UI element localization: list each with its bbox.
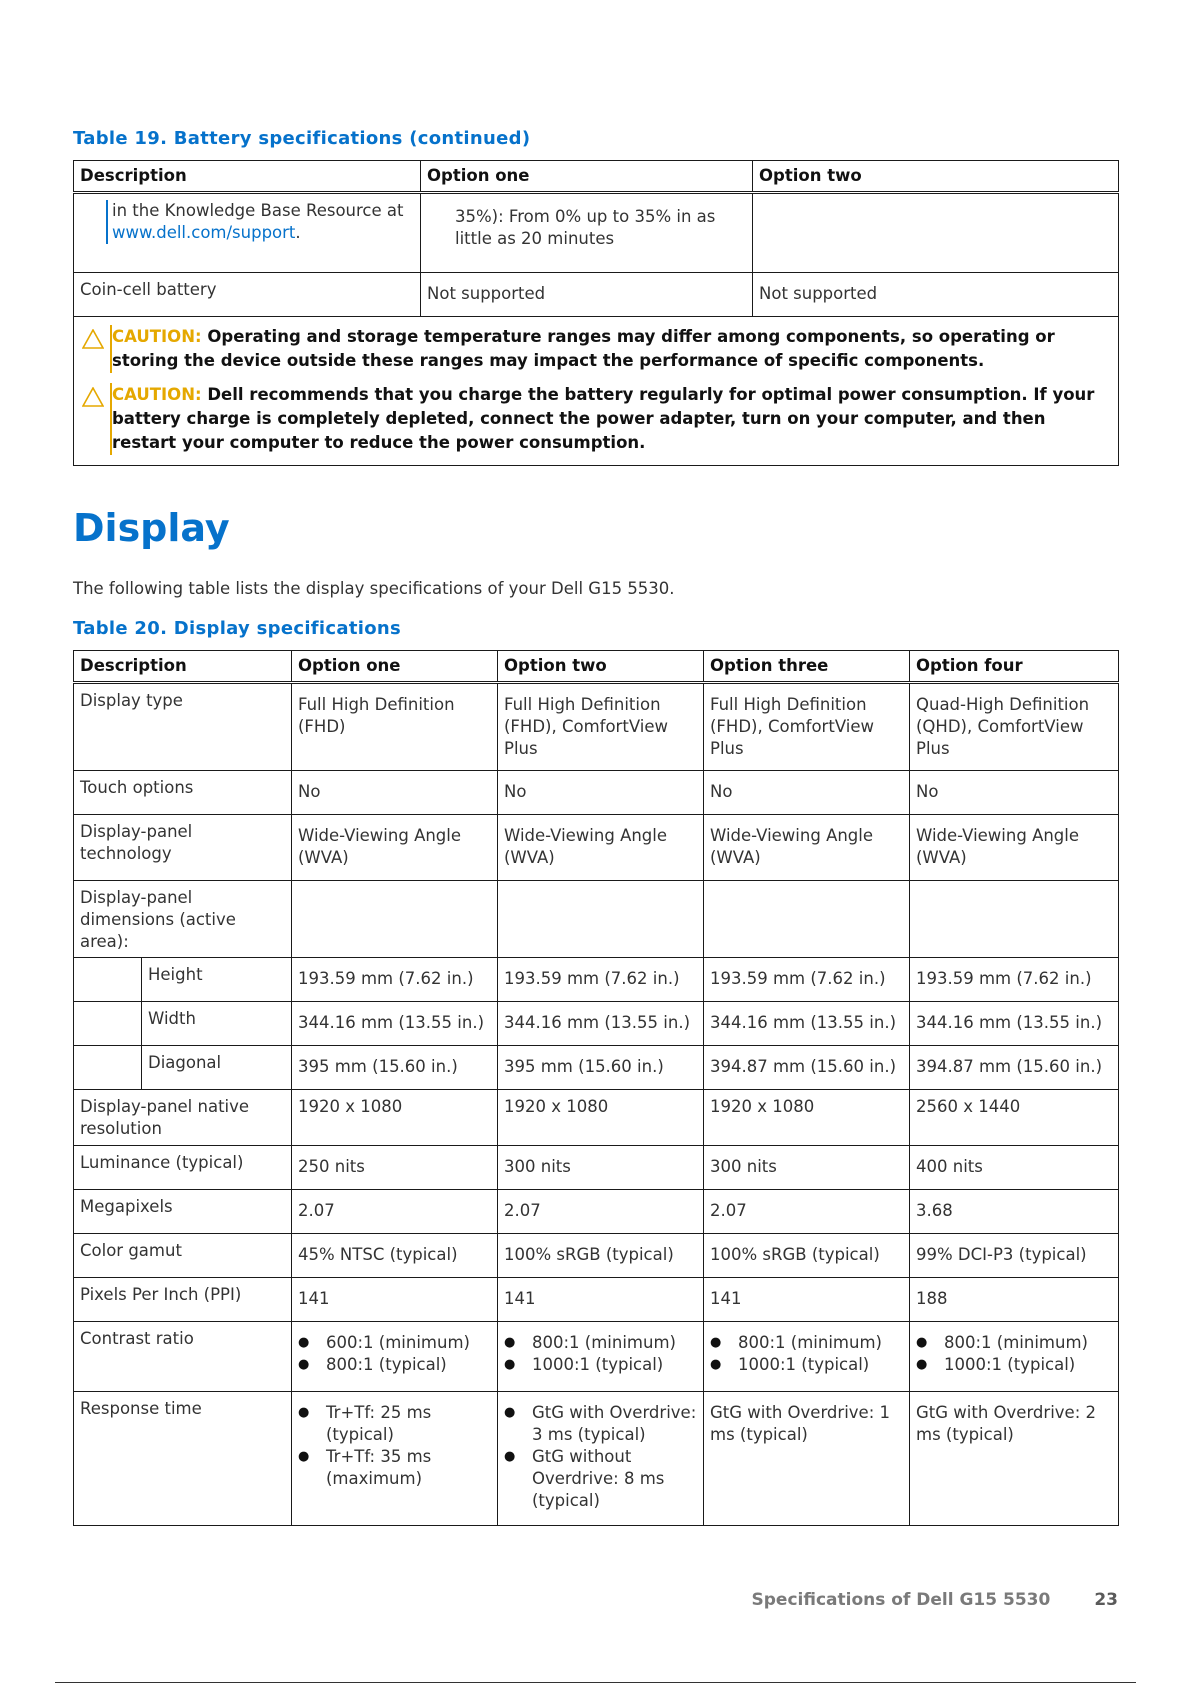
cell bbox=[498, 1278, 704, 1322]
row-label: Touch options bbox=[74, 771, 292, 815]
cell-text: 300 nits bbox=[710, 1157, 777, 1176]
coin-cell-label: Coin-cell battery bbox=[74, 273, 421, 317]
cell-text: 400 nits bbox=[916, 1157, 983, 1176]
list-item: ● 1000:1 (typical) bbox=[504, 1354, 697, 1376]
cell bbox=[498, 1046, 704, 1090]
cell bbox=[292, 1278, 498, 1322]
cell-text: 193.59 mm (7.62 in.) bbox=[710, 969, 886, 988]
cell: 1920 x 1080 bbox=[498, 1090, 704, 1146]
table-row bbox=[74, 1002, 1119, 1046]
cell bbox=[910, 1322, 1119, 1392]
cell bbox=[910, 881, 1119, 958]
cell bbox=[910, 1278, 1119, 1322]
cell-text: No bbox=[916, 782, 939, 801]
cell-text: 188 bbox=[916, 1289, 948, 1308]
cell bbox=[498, 1002, 704, 1046]
table-row bbox=[74, 1190, 1119, 1234]
cell bbox=[704, 881, 910, 958]
cell bbox=[498, 683, 704, 771]
cell bbox=[498, 958, 704, 1002]
cell bbox=[910, 815, 1119, 881]
display-spec-table bbox=[73, 650, 1119, 1526]
row-label: Color gamut bbox=[74, 1234, 292, 1278]
coin-cell-opt2-text: Not supported bbox=[759, 284, 878, 303]
cell: 1920 x 1080 bbox=[704, 1090, 910, 1146]
header-description: Description bbox=[74, 161, 421, 193]
list-item: ● 1000:1 (typical) bbox=[710, 1354, 903, 1376]
table-row bbox=[74, 1322, 1119, 1392]
warning-triangle-icon bbox=[82, 387, 104, 407]
cell bbox=[704, 1002, 910, 1046]
dell-support-link[interactable]: www.dell.com/support bbox=[112, 223, 296, 242]
cell bbox=[704, 815, 910, 881]
table-row bbox=[74, 1234, 1119, 1278]
footer-title: Specifications of Dell G15 5530 bbox=[751, 1590, 1051, 1610]
kb-resource-end: . bbox=[295, 223, 301, 242]
cell bbox=[498, 1234, 704, 1278]
row-label: Response time bbox=[74, 1392, 292, 1526]
list-item: ● 800:1 (minimum) bbox=[504, 1332, 697, 1354]
battery-opt2-cell bbox=[753, 193, 1119, 273]
cell-text: 100% sRGB (typical) bbox=[504, 1245, 674, 1264]
coin-cell-opt2 bbox=[753, 273, 1119, 317]
cell-text: 250 nits bbox=[298, 1157, 365, 1176]
indent-cell bbox=[74, 958, 142, 1002]
cell-text: Wide-Viewing Angle (WVA) bbox=[710, 826, 874, 867]
cell bbox=[910, 1046, 1119, 1090]
row-label: Display-panel native resolution bbox=[74, 1090, 292, 1146]
table20-caption: Table 20. Display specifications bbox=[73, 618, 401, 639]
cell-text: 344.16 mm (13.55 in.) bbox=[916, 1013, 1103, 1032]
page-footer bbox=[752, 1590, 1119, 1610]
cell bbox=[292, 1234, 498, 1278]
table-row bbox=[74, 1278, 1119, 1322]
cell bbox=[910, 683, 1119, 771]
page-number: 23 bbox=[1094, 1590, 1118, 1610]
battery-desc-cell bbox=[74, 193, 421, 273]
table19-caption: Table 19. Battery specifications (continued) bbox=[73, 128, 531, 149]
caution-label-2: CAUTION: bbox=[112, 385, 202, 404]
cell bbox=[498, 1322, 704, 1392]
caution-text-1: Operating and storage temperature ranges may differ among components, so operating or storing the device outside these ranges may impact the performance of specific components. bbox=[112, 327, 1055, 370]
indent-cell bbox=[74, 1046, 142, 1090]
list-item: ● 800:1 (typical) bbox=[298, 1354, 491, 1376]
cell-text: 2.07 bbox=[298, 1201, 335, 1220]
cell-text: Full High Definition (FHD), ComfortView Plus bbox=[710, 695, 874, 758]
bullet-list bbox=[504, 1328, 697, 1376]
cell bbox=[292, 1190, 498, 1234]
cell bbox=[292, 1146, 498, 1190]
cell bbox=[704, 1146, 910, 1190]
row-label: Diagonal bbox=[142, 1046, 292, 1090]
cell-text: 344.16 mm (13.55 in.) bbox=[504, 1013, 691, 1032]
row-label: Display type bbox=[74, 683, 292, 771]
cell-text: Wide-Viewing Angle (WVA) bbox=[298, 826, 462, 867]
cell-text: No bbox=[504, 782, 527, 801]
cell bbox=[292, 683, 498, 771]
table-row bbox=[74, 1146, 1119, 1190]
cell bbox=[910, 1190, 1119, 1234]
cell bbox=[704, 683, 910, 771]
cell-text: 193.59 mm (7.62 in.) bbox=[504, 969, 680, 988]
cell bbox=[910, 1234, 1119, 1278]
list-item: ● GtG without Overdrive: 8 ms (typical) bbox=[504, 1446, 697, 1512]
cell bbox=[498, 1190, 704, 1234]
table-row bbox=[74, 881, 1119, 958]
cell-text: Quad-High Definition (QHD), ComfortView Plus bbox=[916, 695, 1090, 758]
cell-text: 141 bbox=[298, 1289, 330, 1308]
cell-text: Wide-Viewing Angle (WVA) bbox=[504, 826, 668, 867]
cell bbox=[704, 1190, 910, 1234]
row-label: Display-panel dimensions (active area): bbox=[74, 881, 292, 958]
table-row bbox=[74, 1090, 1119, 1146]
row-label: Width bbox=[142, 1002, 292, 1046]
list-item: ● 800:1 (minimum) bbox=[710, 1332, 903, 1354]
cell-text: 141 bbox=[504, 1289, 536, 1308]
cell-text: 394.87 mm (15.60 in.) bbox=[710, 1057, 897, 1076]
caution-cell bbox=[74, 317, 1119, 466]
cell-text: Full High Definition (FHD) bbox=[298, 695, 455, 736]
cell-text: 100% sRGB (typical) bbox=[710, 1245, 880, 1264]
list-item: ● Tr+Tf: 25 ms (typical) bbox=[298, 1402, 491, 1446]
cell bbox=[910, 1002, 1119, 1046]
cell bbox=[704, 771, 910, 815]
cell bbox=[292, 771, 498, 815]
cell-text: 344.16 mm (13.55 in.) bbox=[710, 1013, 897, 1032]
cell bbox=[292, 1392, 498, 1526]
row-label: Luminance (typical) bbox=[74, 1146, 292, 1190]
cell bbox=[704, 1278, 910, 1322]
table-row bbox=[74, 683, 1119, 771]
cell bbox=[704, 1392, 910, 1526]
cell bbox=[498, 1146, 704, 1190]
bullet-list bbox=[504, 1398, 697, 1512]
cell-text: 394.87 mm (15.60 in.) bbox=[916, 1057, 1103, 1076]
cell bbox=[498, 881, 704, 958]
cell-text: 2.07 bbox=[504, 1201, 541, 1220]
cell bbox=[498, 1392, 704, 1526]
caution-label-1: CAUTION: bbox=[112, 327, 202, 346]
header-description: Description bbox=[74, 651, 292, 683]
cell: 2560 x 1440 bbox=[910, 1090, 1119, 1146]
row-label: Height bbox=[142, 958, 292, 1002]
cell bbox=[910, 1392, 1119, 1526]
coin-cell-opt1 bbox=[421, 273, 753, 317]
cell-text: 3.68 bbox=[916, 1201, 953, 1220]
caution-note-1 bbox=[80, 325, 1110, 373]
list-item: ● GtG with Overdrive: 3 ms (typical) bbox=[504, 1402, 697, 1446]
header-option-three: Option three bbox=[704, 651, 910, 683]
cell-text: Full High Definition (FHD), ComfortView Plus bbox=[504, 695, 668, 758]
bottom-rule bbox=[55, 1682, 1136, 1683]
cell-text: 45% NTSC (typical) bbox=[298, 1245, 458, 1264]
cell bbox=[292, 1046, 498, 1090]
display-heading: Display bbox=[73, 506, 230, 550]
cell-text: No bbox=[298, 782, 321, 801]
cell bbox=[704, 958, 910, 1002]
kb-resource-text: in the Knowledge Base Resource at bbox=[112, 201, 404, 220]
cell bbox=[704, 1322, 910, 1392]
header-option-two: Option two bbox=[498, 651, 704, 683]
coin-cell-opt1-text: Not supported bbox=[427, 284, 546, 303]
cell-text: GtG with Overdrive: 1 ms (typical) bbox=[710, 1403, 890, 1444]
battery-spec-table bbox=[73, 160, 1119, 466]
display-intro: The following table lists the display specifications of your Dell G15 5530. bbox=[73, 579, 675, 598]
cell bbox=[292, 1002, 498, 1046]
cell-text: 193.59 mm (7.62 in.) bbox=[916, 969, 1092, 988]
header-option-one: Option one bbox=[292, 651, 498, 683]
cell bbox=[704, 1234, 910, 1278]
indent-cell bbox=[74, 1002, 142, 1046]
header-option-one: Option one bbox=[421, 161, 753, 193]
table-row bbox=[74, 771, 1119, 815]
cell-text: 300 nits bbox=[504, 1157, 571, 1176]
bullet-list bbox=[710, 1328, 903, 1376]
cell-text: 395 mm (15.60 in.) bbox=[298, 1057, 458, 1076]
cell-text: No bbox=[710, 782, 733, 801]
cell bbox=[292, 1322, 498, 1392]
cell-text: 141 bbox=[710, 1289, 742, 1308]
row-label: Megapixels bbox=[74, 1190, 292, 1234]
cell-text: 344.16 mm (13.55 in.) bbox=[298, 1013, 485, 1032]
table-row bbox=[74, 958, 1119, 1002]
cell bbox=[498, 771, 704, 815]
cell bbox=[910, 958, 1119, 1002]
caution-note-2 bbox=[80, 383, 1110, 455]
list-item: ● Tr+Tf: 35 ms (maximum) bbox=[298, 1446, 491, 1490]
cell-text: Wide-Viewing Angle (WVA) bbox=[916, 826, 1080, 867]
list-item: ● 600:1 (minimum) bbox=[298, 1332, 491, 1354]
cell: 1920 x 1080 bbox=[292, 1090, 498, 1146]
list-item: ● 800:1 (minimum) bbox=[916, 1332, 1112, 1354]
warning-triangle-icon bbox=[82, 329, 104, 349]
bullet-list bbox=[298, 1398, 491, 1490]
table-row bbox=[74, 1046, 1119, 1090]
row-label: Pixels Per Inch (PPI) bbox=[74, 1278, 292, 1322]
cell-text: 2.07 bbox=[710, 1201, 747, 1220]
cell bbox=[910, 771, 1119, 815]
bullet-list bbox=[298, 1328, 491, 1376]
table-row bbox=[74, 1392, 1119, 1526]
list-item: ● 1000:1 (typical) bbox=[916, 1354, 1112, 1376]
cell bbox=[292, 881, 498, 958]
battery-opt1-cell bbox=[421, 193, 753, 273]
header-option-two: Option two bbox=[753, 161, 1119, 193]
row-label: Display-panel technology bbox=[74, 815, 292, 881]
cell bbox=[292, 815, 498, 881]
row-label: Contrast ratio bbox=[74, 1322, 292, 1392]
caution-text-2: Dell recommends that you charge the battery regularly for optimal power consumption. If your battery charge is completely depleted, connect the power adapter, turn on your computer, and then restart your computer to reduce the power consumption. bbox=[112, 385, 1095, 452]
cell bbox=[292, 958, 498, 1002]
header-option-four: Option four bbox=[910, 651, 1119, 683]
cell bbox=[498, 815, 704, 881]
table-row bbox=[74, 815, 1119, 881]
cell bbox=[704, 1046, 910, 1090]
cell-text: 99% DCI-P3 (typical) bbox=[916, 1245, 1087, 1264]
charge-time-text: 35%): From 0% up to 35% in as little as 20 minutes bbox=[455, 207, 716, 248]
cell-text: 193.59 mm (7.62 in.) bbox=[298, 969, 474, 988]
bullet-list bbox=[916, 1328, 1112, 1376]
cell-text: GtG with Overdrive: 2 ms (typical) bbox=[916, 1403, 1096, 1444]
cell bbox=[910, 1146, 1119, 1190]
cell-text: 395 mm (15.60 in.) bbox=[504, 1057, 664, 1076]
